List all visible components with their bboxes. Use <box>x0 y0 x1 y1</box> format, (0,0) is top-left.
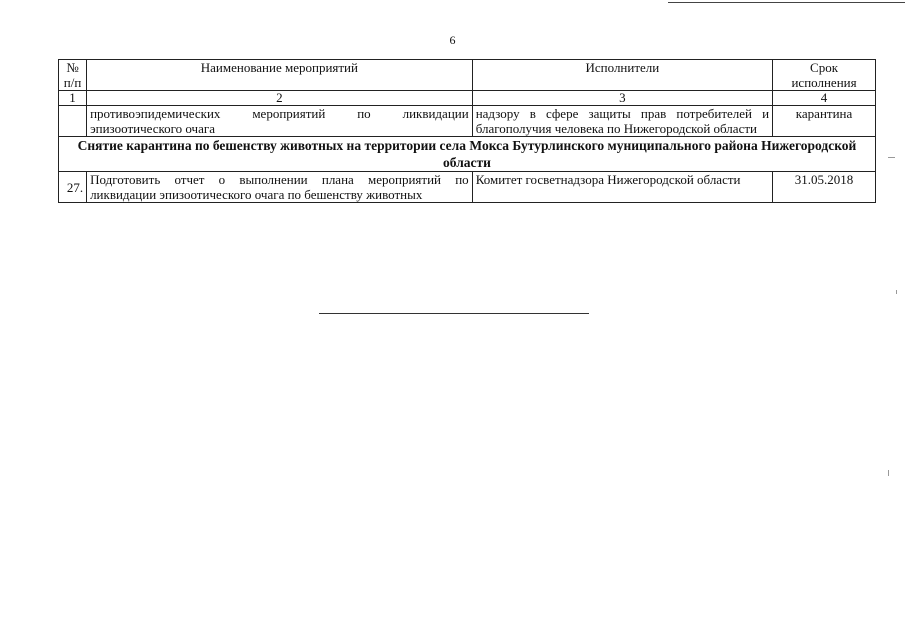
column-index-2: 2 <box>87 91 473 106</box>
header-executors: Исполнители <box>472 60 772 91</box>
column-index-4: 4 <box>773 91 876 106</box>
scan-artifact <box>896 290 897 294</box>
table-row-continued <box>59 106 876 137</box>
column-index-1: 1 <box>59 91 87 106</box>
cell-executors: Комитет госветнадзора Нижегородской области <box>472 172 772 203</box>
scan-top-rule <box>668 2 905 3</box>
end-separator-line <box>319 313 589 314</box>
cell-term: 31.05.2018 <box>773 172 876 203</box>
table-header-row <box>59 60 876 91</box>
table-row <box>59 172 876 203</box>
header-activity: Наименование мероприятий <box>87 60 473 91</box>
section-title: Снятие карантина по бешенству животных на территории села Мокса Бутурлинского муниципального района Нижегородской области <box>59 137 876 172</box>
header-term <box>773 60 876 91</box>
cell-executors: надзору в сфере защиты прав потребителей и благополучия человека по Нижегородской области <box>472 106 772 137</box>
cell-term: карантина <box>773 106 876 137</box>
cell-num <box>59 106 87 137</box>
header-num-line1: № <box>66 60 79 75</box>
scan-artifact <box>888 157 895 158</box>
cell-activity: Подготовить отчет о выполнении плана мероприятий по ликвидации эпизоотического очага по бешенству животных <box>87 172 473 203</box>
header-num <box>59 60 87 91</box>
header-term-line2: исполнения <box>791 75 857 90</box>
cell-num: 27. <box>59 172 87 203</box>
section-heading-row <box>59 137 876 172</box>
cell-activity: противоэпидемических мероприятий по ликвидации эпизоотического очага <box>87 106 473 137</box>
column-index-row <box>59 91 876 106</box>
page-number: 6 <box>449 33 456 47</box>
activity-plan-table <box>58 59 876 203</box>
header-term-line1: Срок <box>810 60 839 75</box>
scan-artifact <box>888 470 889 476</box>
column-index-3: 3 <box>472 91 772 106</box>
header-num-line2: п/п <box>63 75 82 90</box>
